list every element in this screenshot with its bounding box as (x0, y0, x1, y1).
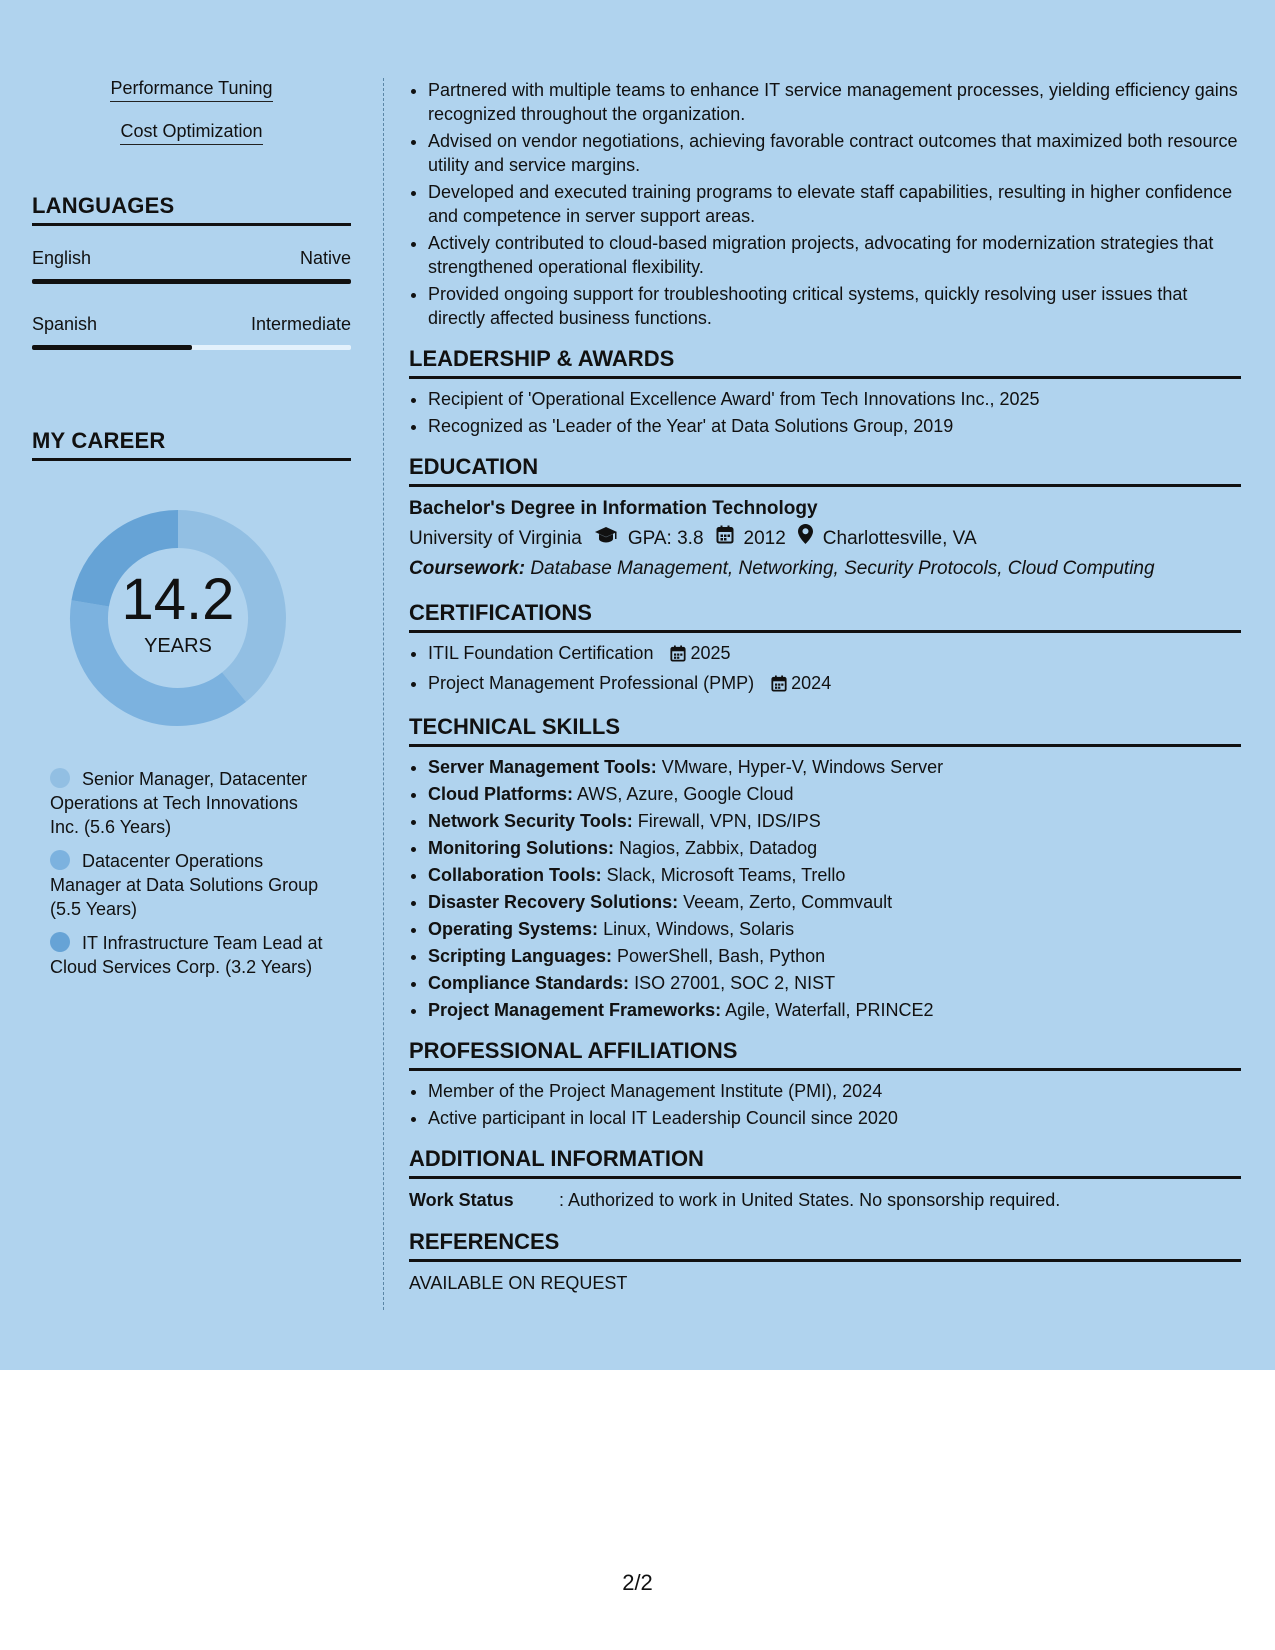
coursework (409, 554, 1241, 584)
experience-bullet: • Provided ongoing support for troubleshooting critical systems, quickly resolving user issues that directly affected business functions. (428, 282, 1241, 330)
leadership-heading: LEADERSHIP & AWARDS (409, 346, 1241, 379)
affiliation-item: • Active participant in local IT Leadership Council since 2020 (428, 1106, 1241, 1130)
skill-label: Monitoring Solutions: (428, 838, 614, 858)
skill-value: Firewall, VPN, IDS/IPS (637, 811, 821, 831)
work-status-value: : Authorized to work in United States. No sponsorship required. (559, 1190, 1061, 1210)
career-years-unit: YEARS (144, 634, 212, 657)
experience-bullet: • Actively contributed to cloud-based migration projects, advocating for modernization strategies that strengthened operational flexibility. (428, 231, 1241, 279)
skill-value: Veeam, Zerto, Commvault (683, 892, 893, 912)
language-spanish (32, 314, 351, 350)
skill-label: Operating Systems: (428, 919, 599, 939)
leadership-item: • Recipient of 'Operational Excellence Award' from Tech Innovations Inc., 2025 (428, 387, 1241, 411)
references-text: AVAILABLE ON REQUEST (409, 1273, 628, 1293)
skill-item (428, 944, 1241, 968)
language-level: Native (299, 248, 351, 268)
skill-label: Disaster Recovery Solutions: (428, 892, 679, 912)
experience-bullet: • Advised on vendor negotiations, achieving favorable contract outcomes that maximized both resource utility and service margins. (428, 129, 1241, 177)
skill-label: Network Security Tools: (428, 811, 633, 831)
skill-value: Slack, Microsoft Teams, Trello (606, 865, 846, 885)
sidebar (32, 78, 351, 989)
career-label: Senior Manager, Datacenter Operations at Tech Innovations Inc. (5.6 Years) (50, 769, 308, 837)
career-legend-item (50, 767, 330, 839)
skill-label: Scripting Languages: (428, 946, 613, 966)
career-legend (50, 767, 330, 979)
leadership-item: • Recognized as 'Leader of the Year' at Data Solutions Group, 2019 (428, 414, 1241, 438)
skill-item (428, 863, 1241, 887)
career-heading: MY CAREER (32, 428, 351, 461)
technical-skills-heading: TECHNICAL SKILLS (409, 714, 1241, 747)
skill-tag: Cost Optimization (120, 121, 262, 145)
skill-label: Compliance Standards: (428, 973, 630, 993)
school-name: University of Virginia (409, 528, 582, 549)
main-content (409, 78, 1241, 1296)
skill-label: Server Management Tools: (428, 757, 657, 777)
legend-dot (50, 768, 70, 788)
calendar-icon (716, 523, 734, 554)
references-heading: REFERENCES (409, 1229, 1241, 1262)
gpa: GPA: 3.8 (627, 528, 704, 549)
education-meta (409, 523, 1241, 554)
career-label: Datacenter Operations Manager at Data Solutions Group (5.5 Years) (50, 851, 319, 919)
skill-value: VMware, Hyper-V, Windows Server (661, 757, 944, 777)
career-legend-item (50, 931, 330, 979)
leadership-list (409, 387, 1241, 438)
work-status-label: Work Status (409, 1190, 514, 1210)
certifications-list (409, 641, 1241, 698)
certification-name: Project Management Professional (PMP) (428, 673, 755, 693)
career-legend-item (50, 849, 330, 921)
skill-value: PowerShell, Bash, Python (617, 946, 826, 966)
experience-bullets (409, 78, 1241, 330)
column-divider (383, 78, 384, 1310)
skill-value: Linux, Windows, Solaris (603, 919, 795, 939)
coursework-label: Coursework: (409, 558, 526, 579)
technical-skills-list (409, 755, 1241, 1022)
skill-item (428, 836, 1241, 860)
skill-label: Project Management Frameworks: (428, 1000, 722, 1020)
experience-bullet: • Developed and executed training programs to elevate staff capabilities, resulting in higher confidence and competence in server support areas. (428, 180, 1241, 228)
education-heading: EDUCATION (409, 454, 1241, 487)
certification-year: 2024 (791, 673, 832, 693)
career-donut-chart (63, 503, 293, 733)
certifications-heading: CERTIFICATIONS (409, 600, 1241, 633)
skill-tag: Performance Tuning (110, 78, 272, 102)
school-location: Charlottesville, VA (822, 528, 977, 549)
language-bar (32, 279, 351, 284)
page-number: 2/2 (622, 1570, 653, 1595)
language-bar-fill (32, 279, 351, 284)
certification-item (428, 641, 1241, 668)
language-level: Intermediate (250, 314, 351, 334)
skill-value: ISO 27001, SOC 2, NIST (634, 973, 836, 993)
languages-heading: LANGUAGES (32, 193, 351, 226)
certification-name: ITIL Foundation Certification (428, 643, 654, 663)
certification-year: 2025 (690, 643, 731, 663)
language-name: Spanish (32, 314, 98, 334)
language-bar-fill (32, 345, 192, 350)
experience-bullet: • Partnered with multiple teams to enhance IT service management processes, yielding efficiency gains recognized throughout the organization. (428, 78, 1241, 126)
graduation-cap-icon (594, 523, 618, 554)
career-label: IT Infrastructure Team Lead at Cloud Services Corp. (3.2 Years) (50, 933, 323, 977)
work-status-row (409, 1187, 1241, 1213)
skill-item (428, 809, 1241, 833)
location-pin-icon (798, 523, 813, 554)
affiliation-item: • Member of the Project Management Institute (PMI), 2024 (428, 1079, 1241, 1103)
skill-item (428, 755, 1241, 779)
skill-item (428, 998, 1241, 1022)
legend-dot (50, 850, 70, 870)
skill-item (428, 971, 1241, 995)
certification-item (428, 671, 1241, 698)
graduation-year: 2012 (743, 528, 786, 549)
calendar-icon (670, 644, 686, 668)
skill-value: AWS, Azure, Google Cloud (577, 784, 794, 804)
language-english (32, 248, 351, 284)
skill-value: Nagios, Zabbix, Datadog (618, 838, 818, 858)
skill-item (428, 917, 1241, 941)
career-total-years: 14.2 (121, 566, 235, 632)
affiliations-list (409, 1079, 1241, 1130)
skill-item (428, 782, 1241, 806)
calendar-icon (771, 674, 787, 698)
coursework-list: Database Management, Networking, Security Protocols, Cloud Computing (530, 558, 1155, 579)
degree-title: Bachelor's Degree in Information Technology (409, 498, 818, 519)
legend-dot (50, 932, 70, 952)
skill-label: Collaboration Tools: (428, 865, 602, 885)
language-name: English (32, 248, 92, 268)
skill-item (428, 890, 1241, 914)
additional-info-heading: ADDITIONAL INFORMATION (409, 1146, 1241, 1179)
skill-label: Cloud Platforms: (428, 784, 574, 804)
skill-value: Agile, Waterfall, PRINCE2 (725, 1000, 934, 1020)
affiliations-heading: PROFESSIONAL AFFILIATIONS (409, 1038, 1241, 1071)
language-bar (32, 345, 351, 350)
